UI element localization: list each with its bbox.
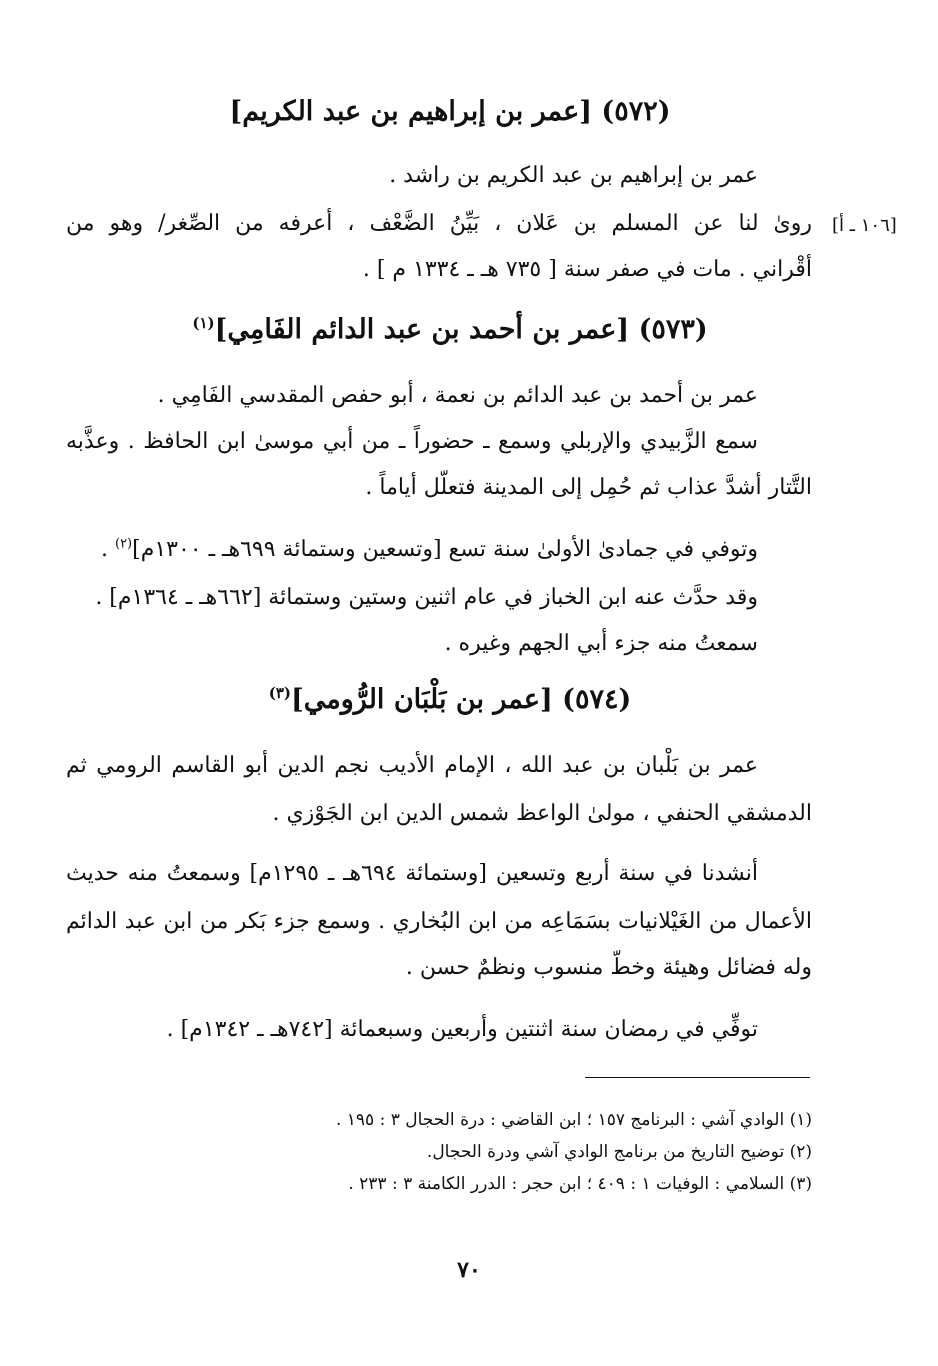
footnote-separator [585, 1077, 810, 1078]
entry-573-line-3: التَّتار أشدَّ عذاب ثم حُمِل إلى المدينة فتعلَّل أياماً . [365, 475, 812, 500]
footnote-1: (١) الوادي آشي : البرنامج ١٥٧ ؛ ابن القاضي : درة الحجال ٣ : ١٩٥ . [335, 1110, 812, 1130]
entry-573-line-2: سمع الزَّبيدي والإربلي وسمع ـ حضوراً ـ من أبي موسىٰ ابن الحافظ . وعذَّبه [66, 429, 758, 454]
entry-572-line-2: روىٰ لنا عن المسلم بن عَلان ، بَيِّنُ الضَّعْف ، أعرفه من الصِّغر/ وهو من [66, 211, 812, 236]
entry-574-line-6: توفِّي في رمضان سنة اثنتين وأربعين وسبعمائة [٧٤٢هـ ـ ١٣٤٢م] . [166, 1017, 758, 1042]
entry-heading-574: (٥٧٤) [عمر بن بَلْبَان الرُّومي]$^{(٣)}$ [268, 684, 632, 715]
entry-573-line-4: وتوفي في جمادىٰ الأولىٰ سنة تسع [وتسعين وستمائة ٦٩٩هـ ـ ١٣٠٠م]$^{(٢)}$ . [100, 536, 758, 562]
heading-footnote-marker-3: (٣) [268, 684, 292, 702]
entry-heading-572: (٥٧٢) [عمر بن إبراهيم بن عبد الكريم] [229, 96, 671, 127]
entry-573-line-6: سمعتُ منه جزء أبي الجهم وغيره . [444, 631, 758, 656]
manuscript-folio-ref: [١٠٦ ـ أ] [832, 215, 897, 236]
entry-572-line-1: عمر بن إبراهيم بن عبد الكريم بن راشد . [389, 163, 758, 188]
entry-574-line-4: الأعمال من الغَيْلانيات بسَمَاعِه من ابن البُخاري . وسمع جزء بَكر من ابن عبد الدائم [66, 909, 812, 934]
entry-heading-573: (٥٧٣) [عمر بن أحمد بن عبد الدائم الفَامِي]$^{(١)}$ [192, 314, 708, 345]
entry-573-line-1: عمر بن أحمد بن عبد الدائم بن نعمة ، أبو حفص المقدسي الفَامِي . [157, 383, 758, 408]
entry-573-line-5: وقد حدَّث عنه ابن الخباز في عام اثنين وستين وستمائة [٦٦٢هـ ـ ١٣٦٤م] . [95, 585, 758, 610]
entry-572-line-3: أقْراني . مات في صفر سنة [ ٧٣٥ هـ ـ ١٣٣٤ م ] . [362, 257, 812, 282]
entry-574-line-3: أنشدنا في سنة أربع وتسعين [وستمائة ٦٩٤هـ ـ ١٢٩٥م] وسمعتُ منه حديث [66, 861, 758, 886]
footnote-3: (٣) السلامي : الوفيات ١ : ٤٠٩ ؛ ابن حجر : الدرر الكامنة ٣ : ٢٣٣ . [348, 1174, 812, 1194]
line-footnote-marker-2: (٢) [114, 536, 133, 552]
heading-footnote-marker-1: (١) [192, 314, 215, 332]
footnote-2: (٢) توضيح التاريخ من برنامج الوادي آشي ودرة الحجال. [426, 1142, 812, 1162]
entry-574-line-2: الدمشقي الحنفي ، مولىٰ الواعظ شمس الدين ابن الجَوْزي . [272, 801, 812, 826]
entry-574-line-5: وله فضائل وهيئة وخطٌّ منسوب ونظمٌ حسن . [405, 955, 812, 980]
entry-574-line-1: عمر بن بَلْبان بن عبد الله ، الإمام الأديب نجم الدين أبو القاسم الرومي ثم [66, 753, 758, 778]
page-number: ٧٠ [457, 1257, 481, 1283]
